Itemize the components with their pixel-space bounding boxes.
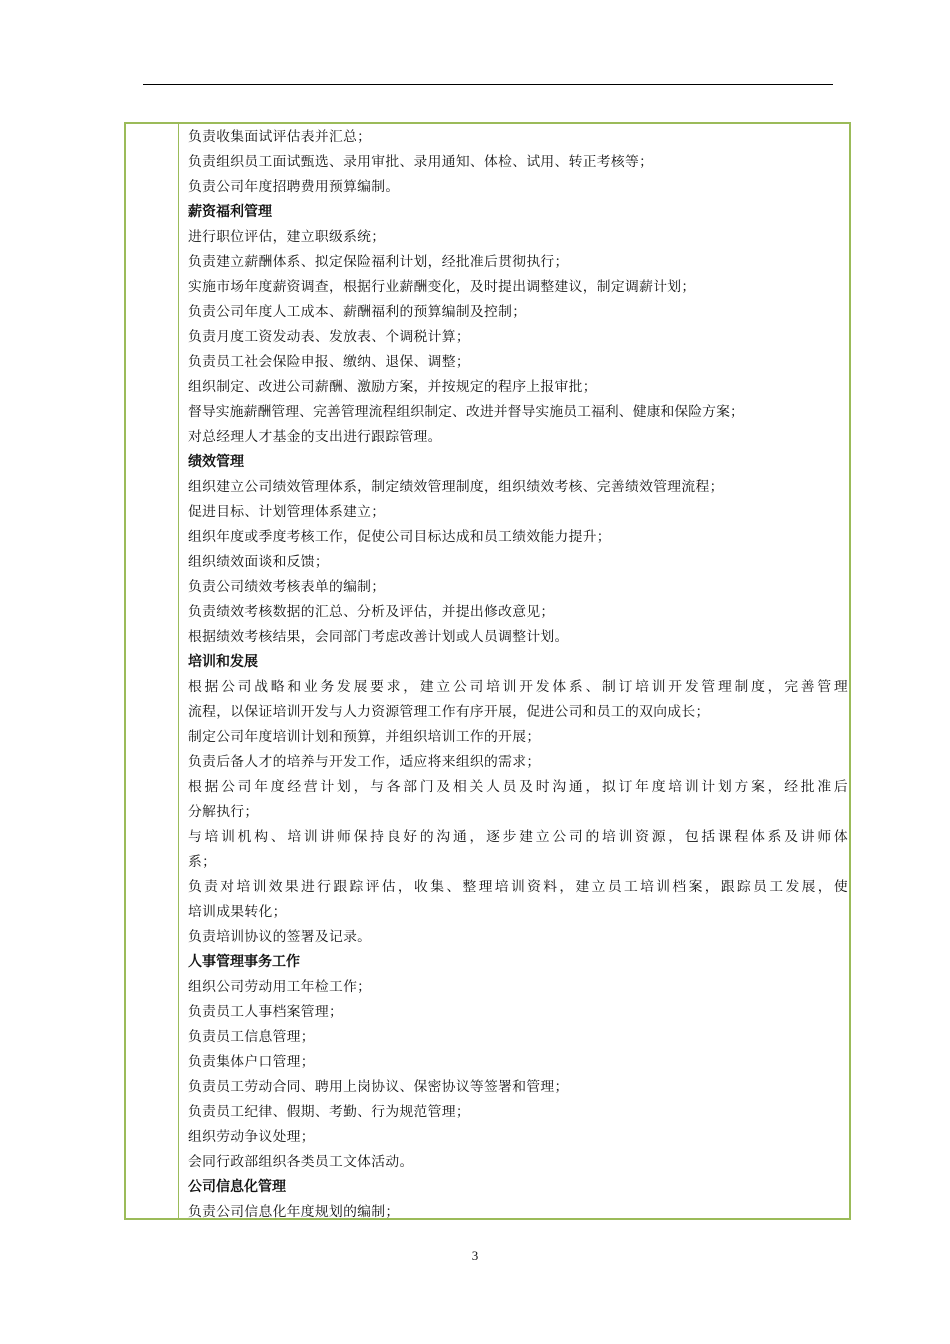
list-item: 组织绩效面谈和反馈； xyxy=(188,554,329,570)
list-item: 实施市场年度薪资调查，根据行业薪酬变化，及时提出调整建议，制定调薪计划； xyxy=(188,279,696,295)
list-item: 负责员工信息管理； xyxy=(188,1029,315,1045)
list-item: 负责集体户口管理； xyxy=(188,1054,315,1070)
list-item: 根据绩效考核结果，会同部门考虑改善计划或人员调整计划。 xyxy=(188,629,569,645)
list-item-continuation: 培训成果转化； xyxy=(188,904,287,920)
list-item: 负责员工人事档案管理； xyxy=(188,1004,344,1020)
header-rule xyxy=(143,84,833,85)
list-item: 根据公司年度经营计划，与各部门及相关人员及时沟通，拟订年度培训计划方案，经批准后 xyxy=(188,779,848,795)
section-heading-training: 培训和发展 xyxy=(188,654,258,670)
list-item-continuation: 系； xyxy=(188,854,217,870)
list-item: 会同行政部组织各类员工文体活动。 xyxy=(188,1154,414,1170)
list-item: 组织制定、改进公司薪酬、激励方案，并按规定的程序上报审批； xyxy=(188,379,597,395)
list-item: 负责后备人才的培养与开发工作，适应将来组织的需求； xyxy=(188,754,541,770)
list-item: 负责公司年度人工成本、薪酬福利的预算编制及控制； xyxy=(188,304,527,320)
list-item: 促进目标、计划管理体系建立； xyxy=(188,504,386,520)
list-item: 进行职位评估，建立职级系统； xyxy=(188,229,386,245)
list-item: 负责收集面试评估表并汇总； xyxy=(188,129,372,145)
list-item: 根据公司战略和业务发展要求，建立公司培训开发体系、制订培训开发管理制度，完善管理 xyxy=(188,679,848,695)
section-heading-performance: 绩效管理 xyxy=(188,454,244,470)
list-item: 负责月度工资发动表、发放表、个调税计算； xyxy=(188,329,470,345)
duties-content xyxy=(188,125,848,1225)
list-item: 与培训机构、培训讲师保持良好的沟通，逐步建立公司的培训资源，包括课程体系及讲师体 xyxy=(188,829,848,845)
list-item: 负责员工纪律、假期、考勤、行为规范管理； xyxy=(188,1104,470,1120)
list-item: 组织年度或季度考核工作，促使公司目标达成和员工绩效能力提升； xyxy=(188,529,611,545)
section-heading-it: 公司信息化管理 xyxy=(188,1179,286,1195)
page-number: 3 xyxy=(471,1248,479,1263)
section-heading-personnel: 人事管理事务工作 xyxy=(188,954,300,970)
list-item: 负责对培训效果进行跟踪评估，收集、整理培训资料，建立员工培训档案，跟踪员工发展，使 xyxy=(188,879,848,895)
list-item: 组织公司劳动用工年检工作； xyxy=(188,979,372,995)
list-item: 负责公司年度招聘费用预算编制。 xyxy=(188,179,400,195)
list-item-continuation: 分解执行； xyxy=(188,804,259,820)
list-item: 负责建立薪酬体系、拟定保险福利计划，经批准后贯彻执行； xyxy=(188,254,569,270)
list-item: 负责公司信息化年度规划的编制； xyxy=(188,1204,400,1220)
list-item: 负责培训协议的签署及记录。 xyxy=(188,929,372,945)
list-item: 组织劳动争议处理； xyxy=(188,1129,315,1145)
list-item: 负责员工劳动合同、聘用上岗协议、保密协议等签署和管理； xyxy=(188,1079,569,1095)
list-item-continuation: 流程，以保证培训开发与人力资源管理工作有序开展，促进公司和员工的双向成长； xyxy=(188,704,710,720)
list-item: 组织建立公司绩效管理体系，制定绩效管理制度，组织绩效考核、完善绩效管理流程； xyxy=(188,479,724,495)
list-item: 负责员工社会保险申报、缴纳、退保、调整； xyxy=(188,354,470,370)
list-item: 负责公司绩效考核表单的编制； xyxy=(188,579,386,595)
list-item: 督导实施薪酬管理、完善管理流程组织制定、改进并督导实施员工福利、健康和保险方案； xyxy=(188,404,744,420)
table-column-divider xyxy=(178,124,179,1218)
list-item: 对总经理人才基金的支出进行跟踪管理。 xyxy=(188,429,442,445)
list-item: 制定公司年度培训计划和预算，并组织培训工作的开展； xyxy=(188,729,541,745)
list-item: 负责组织员工面试甄选、录用审批、录用通知、体检、试用、转正考核等； xyxy=(188,154,654,170)
section-heading-salary: 薪资福利管理 xyxy=(188,204,272,220)
list-item: 负责绩效考核数据的汇总、分析及评估，并提出修改意见； xyxy=(188,604,555,620)
